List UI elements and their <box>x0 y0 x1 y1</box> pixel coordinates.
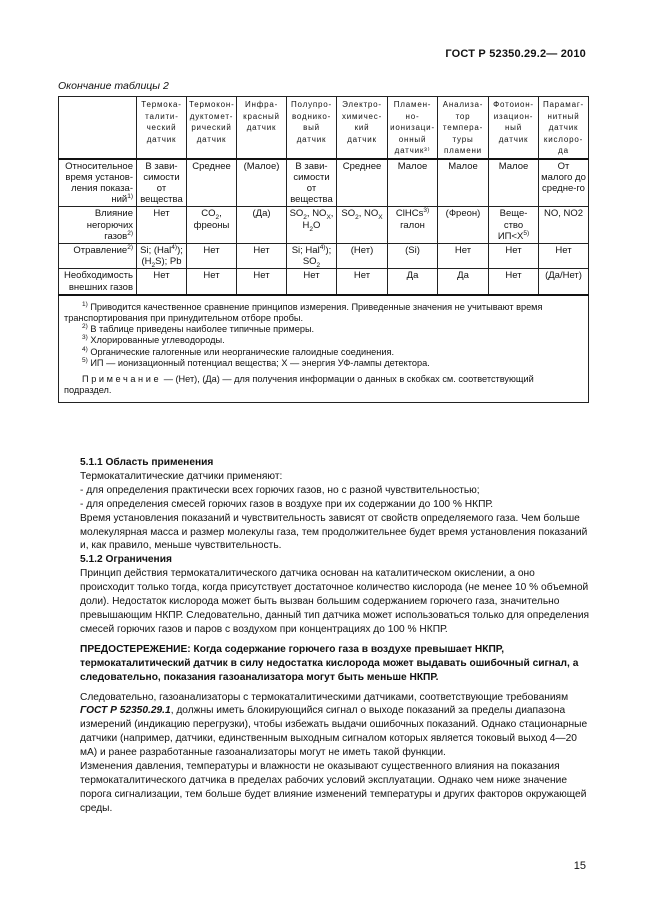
table-cell: (Нет) <box>337 243 388 268</box>
table-cell: Нет <box>237 269 287 295</box>
table-cell: Среднее <box>187 159 237 207</box>
table-caption: Окончание таблицы 2 <box>58 80 169 92</box>
row-label: Отравление$^{2)}$ <box>59 243 137 268</box>
table-cell: Да <box>438 269 489 295</box>
footnote: $^{3)}$ Хлорированные углеводороды. <box>82 334 225 346</box>
table-cell: Малое <box>438 159 489 207</box>
table-cell: Нет <box>489 243 539 268</box>
table-cell: Нет <box>337 269 388 295</box>
table-cell: Нет <box>187 269 237 295</box>
row-label: Относительное время установ-ления показа-ний$^{1)}$ <box>59 159 137 207</box>
table-cell: Нет <box>137 269 187 295</box>
document-id: ГОСТ Р 52350.29.2— 2010 <box>445 48 586 60</box>
table-cell: ClHCs$^{3)}$ галон <box>388 207 438 244</box>
paragraph: Время установления показаний и чувствительность зависят от свойств определяемого газа. Чем больше молекулярная масса и размер молекулы газа, тем продолжительнее будет время установления показаний и, как правило, меньше чувствительность. <box>80 512 588 552</box>
table-remark: Примечание — (Нет), (Да) — для получения информации о данных в скобках см. соответствующий подраздел. <box>64 373 534 396</box>
table-cell: Si; Hal$^{4)}$); $SO_2$ <box>287 243 337 268</box>
table-row <box>59 207 589 244</box>
table-cell: Нет <box>237 243 287 268</box>
footnote: $^{5)}$ ИП — ионизационный потенциал вещества; X — энергия УФ-лампы детектора. <box>82 356 430 368</box>
column-header: Термокон-дуктомет-рический датчик <box>187 97 237 159</box>
table-cell: Нет <box>287 269 337 295</box>
table-cell: В зави-симости от вещества <box>287 159 337 207</box>
table-cell: Нет <box>187 243 237 268</box>
paragraph: Принцип действия термокаталитического датчика основан на каталитическом окислении, а оно происходит только тогда, когда присутствует достаточное количество кислорода (не менее 10 % объемной доли). Недостаток кислорода может быть вызван большим содержанием горючего газа, значительно превышающим НКПР. Следовательно, данный тип датчика может использоваться только для определения смесей горючих газов и паров с воздухом при концентрациях до 100 % НКПР. <box>80 568 590 635</box>
table-cell: Да <box>388 269 438 295</box>
table-cell: Среднее <box>337 159 388 207</box>
table-cell: (Да) <box>237 207 287 244</box>
comparison-table <box>58 96 589 403</box>
table-notes <box>59 295 589 403</box>
table-row <box>59 159 589 207</box>
table-cell: Малое <box>489 159 539 207</box>
table-cell: (Фреон) <box>438 207 489 244</box>
table-cell: Нет <box>539 243 589 268</box>
paragraph: - для определения практически всех горючих газов, но с разной чувствительностью; <box>80 484 480 496</box>
table-cell: Нет <box>489 269 539 295</box>
column-header: Анализа-тор темпера-туры пламени <box>438 97 489 159</box>
table-cell: От малого до средне-го <box>539 159 589 207</box>
table-cell: $SO_2$, $NO_X$ <box>337 207 388 244</box>
column-header: Полупро-воднико-вый датчик <box>287 97 337 159</box>
paragraph: - для определения смесей горючих газов в воздухе при их содержании до 100 % НКПР. <box>80 498 494 510</box>
table-cell: Si; (Hal$^{4)}$); $(H_2S)$; Pb <box>137 243 187 268</box>
table-header-row <box>59 97 589 159</box>
paragraph: Изменения давления, температуры и влажности не оказывают существенного влияния на показания термокаталитического датчика в пределах рабочих условий эксплуатации. Однако чем ниже значение порога сигнализации, тем больше будет влияние изменений температуры и других факторов окружающей среды. <box>80 761 587 814</box>
paragraph: Термокаталитические датчики применяют: <box>80 470 283 482</box>
table-cell: (Малое) <box>237 159 287 207</box>
table-cell: $SO_2$, $NO_X$, $H_2O$ <box>287 207 337 244</box>
table-notes-row <box>59 295 589 403</box>
footnote: $^{4)}$ Органические галогенные или неорганические галоидные соединения. <box>82 345 395 357</box>
table-cell: Малое <box>388 159 438 207</box>
table-row <box>59 269 589 295</box>
column-header: Фотоион-изацион-ный датчик <box>489 97 539 159</box>
table-cell: Нет <box>438 243 489 268</box>
warning-paragraph: ПРЕДОСТЕРЕЖЕНИЕ: Когда содержание горючего газа в воздухе превышает НКПР, термокаталитический датчик в силу недостатка кислорода может выдавать ошибочный сигнал, а следовательно, показания газоанализатора могут быть меньше НКПР. <box>80 643 579 683</box>
table-cell: (Si) <box>388 243 438 268</box>
table-cell: $CO_2$, фреоны <box>187 207 237 244</box>
section-heading-5-1-2: 5.1.2 Ограничения <box>80 554 172 566</box>
column-header: Пламен-но-ионизаци-онный датчик³⁾ <box>388 97 438 159</box>
column-header: Парамаг-нитный датчик кислоро-да <box>539 97 589 159</box>
column-header: Электро-химичес-кий датчик <box>337 97 388 159</box>
body-text <box>80 456 590 816</box>
row-label: Влияние негорючих газов$^{2)}$ <box>59 207 137 244</box>
column-header: Инфра-красный датчик <box>237 97 287 159</box>
standard-reference: ГОСТ Р 52350.29.1 <box>80 705 171 717</box>
paragraph: Следовательно, газоанализаторы с термокаталитическими датчиками, соответствующие требованиям ГОСТ Р 52350.29.1, должны иметь блокирующийся сигнал о выходе показаний за пределы диапазона измерений (индикацию перегрузки), чтобы избежать выдачи ошибочных показаний. Однако стационарные датчики (например, датчики, единственным выходным сигналом которых является токовый выход 4—20 мА) и ранее разработанные газоанализаторы могут не иметь такой функции. <box>80 691 588 759</box>
table-row <box>59 243 589 268</box>
column-header: Термока-талитический датчик <box>137 97 187 159</box>
table-cell: (Да/Нет) <box>539 269 589 295</box>
table-cell: В зави-симости от вещества <box>137 159 187 207</box>
section-heading-5-1-1: 5.1.1 Область применения <box>80 457 214 468</box>
row-label: Необходимость внешних газов <box>59 269 137 295</box>
page-number: 15 <box>573 860 586 872</box>
table-cell: Нет <box>137 207 187 244</box>
column-header <box>59 97 137 159</box>
table-cell: Веще-ство $ИП<X^{5)}$ <box>489 207 539 244</box>
footnote: $^{1)}$ Приводится качественное сравнение принципов измерения. Приведенные значения не учитывают время транспортирования при принудительном отборе пробы. <box>64 300 543 323</box>
footnote: $^{2)}$ В таблице приведены наиболее типичные примеры. <box>82 323 315 335</box>
table-cell: NO, NO2 <box>539 207 589 244</box>
